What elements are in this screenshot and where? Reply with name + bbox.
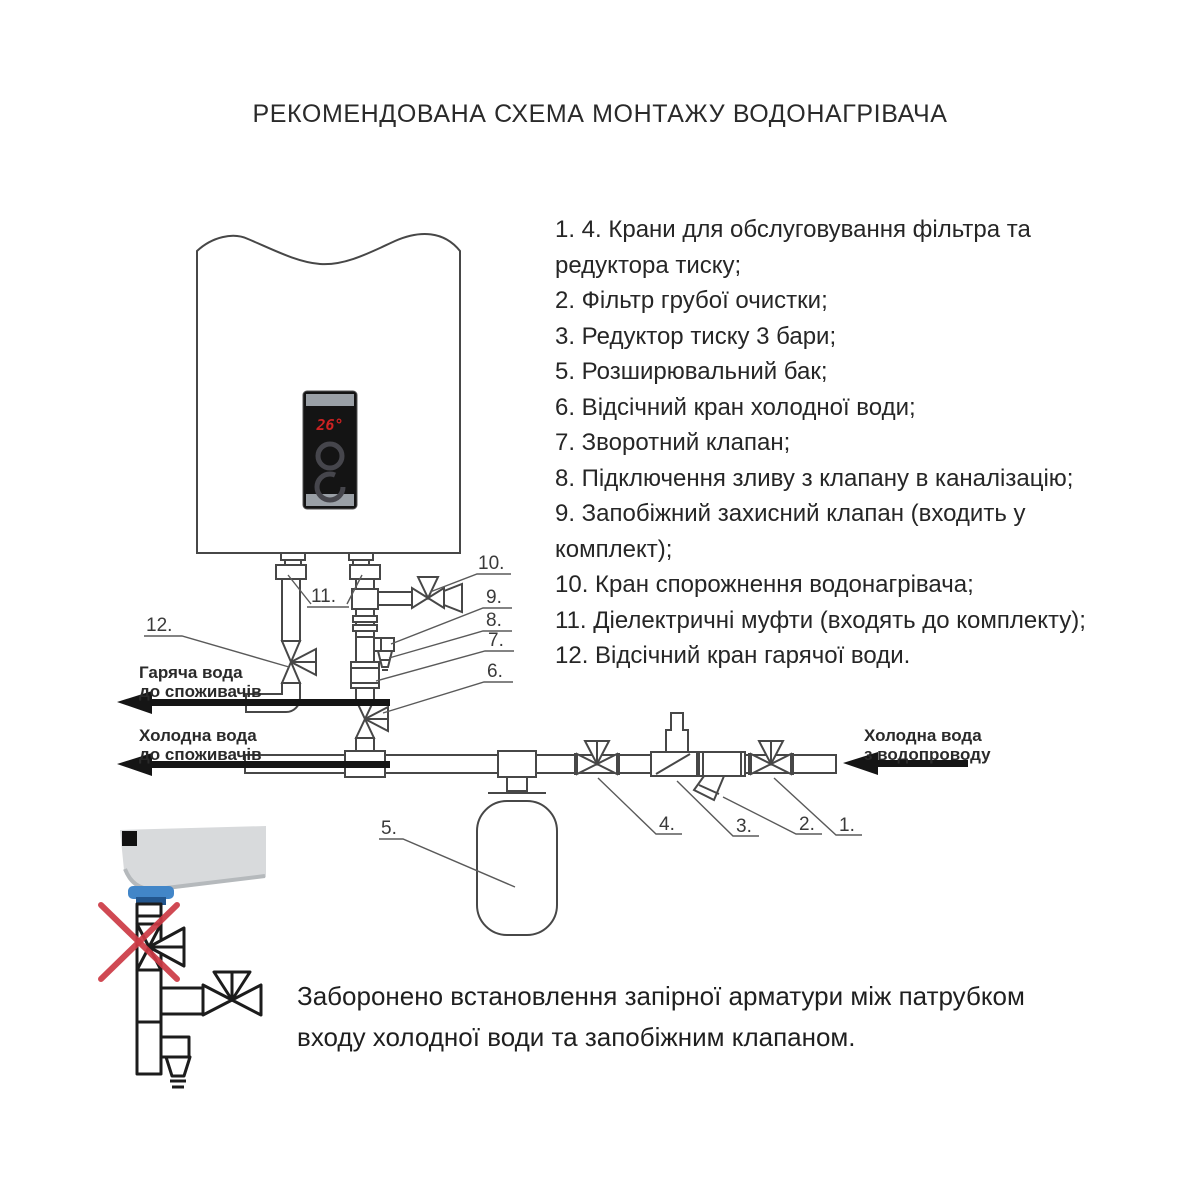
label-cold-water-out	[139, 726, 262, 764]
filter-2	[694, 752, 745, 800]
callout-3: 3.	[736, 816, 752, 837]
legend-line: 11. Діелектричні муфти (входять до комплекту);	[555, 606, 1086, 634]
callout-2: 2.	[799, 814, 815, 835]
cold-water-pipe	[350, 565, 462, 755]
label-line: Холодна вода	[139, 726, 257, 745]
drain-connection-8	[378, 651, 392, 670]
legend-line: 7. Зворотний клапан;	[555, 429, 791, 456]
heater-corner-mark	[122, 831, 137, 846]
legend-line: 5. Розширювальний бак;	[555, 358, 828, 385]
legend-line: 8. Підключення зливу з клапану в каналізацію;	[555, 464, 1074, 492]
legend-line: 10. Кран спорожнення водонагрівача;	[555, 571, 974, 598]
legend-line: 1. 4. Крани для обслуговування фільтра та	[555, 216, 1031, 243]
expansion-tank-5	[477, 777, 557, 935]
legend-line: 6. Відсічний кран холодної води;	[555, 393, 916, 421]
dielectric-coupling-right	[350, 565, 380, 579]
tank-stub-left	[281, 553, 305, 560]
warning-line: Заборонено встановлення запірної арматури між патрубком	[297, 981, 1025, 1011]
control-panel	[303, 391, 357, 509]
legend-line: 2. Фільтр грубої очистки;	[555, 287, 828, 314]
callout-11: 11.	[311, 586, 337, 607]
page-title: РЕКОМЕНДОВАНА СХЕМА МОНТАЖУ ВОДОНАГРІВАЧА	[252, 100, 948, 128]
callout-12: 12.	[146, 615, 173, 636]
legend-line: редуктора тиску;	[555, 251, 742, 279]
water-heater-tank	[197, 234, 460, 566]
callout-5: 5.	[381, 818, 397, 839]
callout-7: 7.	[488, 630, 504, 651]
label-line: до споживачів	[139, 745, 262, 764]
pressure-reducer-3	[651, 713, 697, 776]
callout-8: 8.	[486, 610, 502, 631]
tank-stub-right	[349, 553, 373, 560]
label-line: до споживачів	[139, 682, 262, 701]
main-cold-line	[245, 713, 836, 800]
legend-line: 3. Редуктор тиску 3 бари;	[555, 322, 837, 350]
label-line: Холодна вода	[864, 726, 982, 745]
temperature-readout: 26°	[316, 416, 344, 434]
legend-line: 12. Відсічний кран гарячої води.	[555, 642, 911, 669]
drain-tee	[352, 589, 378, 609]
callout-6: 6.	[487, 661, 503, 682]
valve-12-hot-shutoff	[282, 641, 316, 683]
label-line: Гаряча вода	[139, 663, 243, 682]
safety-valve-9	[374, 638, 394, 651]
inset-drain	[161, 1037, 190, 1087]
dielectric-coupling-left	[276, 565, 306, 579]
label-line: з водопроводу	[864, 745, 991, 764]
legend-line: 9. Запобіжний захисний клапан (входить у	[555, 500, 1026, 527]
prohibited-inset	[101, 826, 266, 1087]
warning-line: входу холодної води та запобіжним клапаном.	[297, 1022, 856, 1052]
warning-note	[297, 976, 1025, 1058]
panel-cap-top	[306, 394, 354, 406]
callout-4: 4.	[659, 814, 675, 835]
legend	[555, 212, 1086, 674]
heater-corner	[120, 826, 266, 891]
label-hot-water-out	[139, 663, 262, 701]
callout-1: 1.	[839, 815, 855, 836]
label-cold-water-in	[864, 726, 991, 764]
legend-line: комплект);	[555, 535, 673, 563]
hot-pipe-vertical	[282, 579, 300, 641]
panel-screen	[303, 391, 357, 509]
expansion-tank-body	[477, 801, 557, 935]
main-tee-expansion	[498, 751, 536, 777]
callout-10: 10.	[478, 553, 505, 574]
check-valve-7	[351, 662, 379, 688]
callout-9: 9.	[486, 587, 502, 608]
